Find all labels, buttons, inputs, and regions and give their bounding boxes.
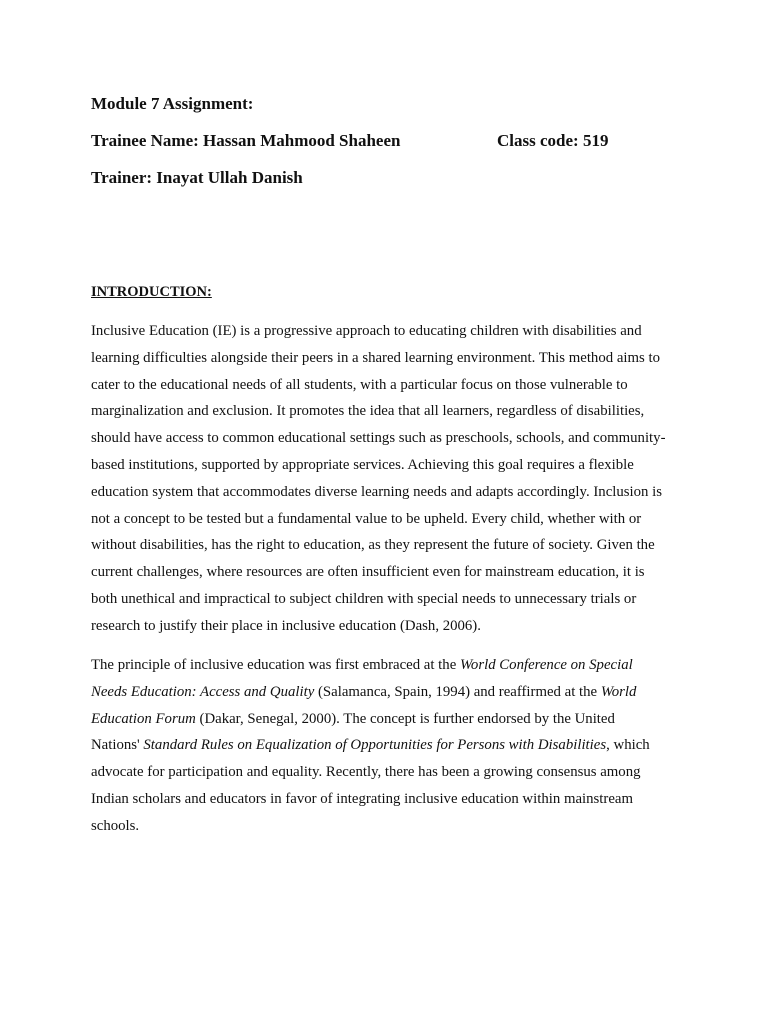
paragraph-line: should have access to common educational settings such as preschools, schools, and community-: [91, 430, 666, 447]
citation-title: Needs Education: Access and Quality: [91, 683, 315, 700]
introduction-heading: INTRODUCTION:: [91, 284, 212, 300]
citation-title: World: [600, 683, 637, 700]
paragraph-line: [91, 706, 681, 733]
paragraph-line: marginalization and exclusion. It promotes the idea that all learners, regardless of disabilities,: [91, 403, 645, 420]
citation-title: Education Forum: [91, 710, 196, 727]
introduction-paragraph-1: [91, 318, 681, 640]
text-segment: The principle of inclusive education was first embraced at the: [91, 657, 460, 673]
paragraph-line: without disabilities, has the right to education, as they represent the future of society. Given the: [91, 537, 655, 554]
paragraph-line: advocate for participation and equality. Recently, there has been a growing consensus among: [91, 764, 641, 781]
paragraph-line: current challenges, where resources are often insufficient even for mainstream education, it is: [91, 564, 645, 581]
introduction-paragraph-2: [91, 652, 681, 840]
paragraph-line: [91, 652, 681, 679]
paragraph-line: Inclusive Education (IE) is a progressive approach to educating children with disabilities and: [91, 323, 642, 339]
text-segment: , which: [606, 737, 650, 754]
paragraph-line: learning difficulties alongside their peers in a shared learning environment. This method aims to: [91, 349, 660, 366]
paragraph-line: cater to the educational needs of all students, with a particular focus on those vulnerable to: [91, 376, 628, 393]
paragraph-line: [91, 732, 681, 759]
paragraph-line: [91, 679, 681, 706]
text-segment: (Dakar, Senegal, 2000). The concept is further endorsed by the United: [195, 710, 615, 727]
citation-title: Standard Rules on Equalization of Opportunities for Persons with Disabilities: [143, 737, 607, 754]
paragraph-line: education system that accommodates diverse learning needs and adapts accordingly. Inclusion is: [91, 483, 663, 500]
trainer-name: Trainer: Inayat Ullah Danish: [91, 168, 303, 187]
text-segment: (Salamanca, Spain, 1994) and reaffirmed at the: [314, 683, 601, 700]
paragraph-line: both unethical and impractical to subject children with special needs to unnecessary trials or: [91, 590, 637, 607]
trainee-name: Trainee Name: Hassan Mahmood Shaheen: [91, 131, 401, 150]
citation-title: World Conference on Special: [459, 657, 633, 673]
class-code: Class code: 519: [497, 131, 609, 150]
paragraph-line: Indian scholars and educators in favor of integrating inclusive education within mainstream: [91, 790, 633, 807]
paragraph-line: based institutions, supported by appropriate services. Achieving this goal requires a flexible: [91, 456, 634, 473]
paragraph-line: research to justify their place in inclusive education (Dash, 2006).: [91, 617, 481, 634]
text-segment: Nations': [91, 737, 144, 754]
paragraph-line: not a concept to be tested but a fundamental value to be upheld. Every child, whether with or: [91, 510, 642, 527]
paragraph-line: schools.: [91, 817, 140, 834]
module-title: Module 7 Assignment:: [91, 94, 254, 113]
